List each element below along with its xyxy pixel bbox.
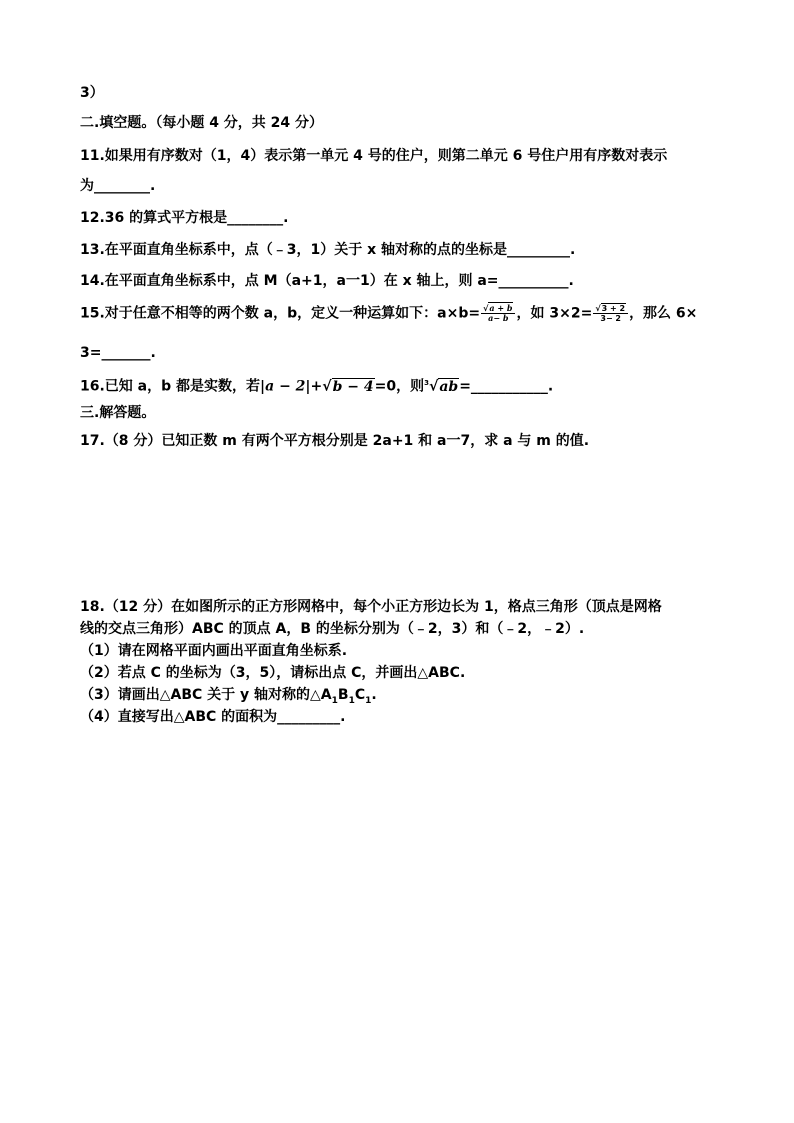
question-16-text-c: =___________. xyxy=(459,378,554,395)
subscript-c1: 1 xyxy=(365,695,372,706)
fraction-def: $\frac{√a + b}{a- b}$ xyxy=(481,304,515,323)
subscript-a1: 1 xyxy=(331,695,338,706)
fraction-example: $\frac{√3 + 2}{3- 2}$ xyxy=(593,304,628,323)
question-13: 13.在平面直角坐标系中，点（﹣3，1）关于 x 轴对称的点的坐标是_________. xyxy=(80,242,576,258)
question-12: 12.36 的算式平方根是________. xyxy=(80,210,289,226)
question-15-text-c: ，那么 6× xyxy=(629,305,698,322)
question-16-text-b: =0，则 xyxy=(374,378,425,395)
section-answer-heading: 三.解答题。 xyxy=(80,405,156,421)
question-18-part-1: （1）请在网格平面内画出平面直角坐标系. xyxy=(80,643,348,659)
letter-b: B xyxy=(337,687,349,703)
fraction-def-numerator: a + b xyxy=(489,303,513,313)
question-18: 18.（12 分）在如图所示的正方形网格中，每个小正方形边长为 1，格点三角形（顶点是网格 xyxy=(80,599,662,615)
prev-question-tail: 3） xyxy=(80,85,104,101)
question-14: 14.在平面直角坐标系中，点 M（a+1，a一1）在 x 轴上，则 a=__________. xyxy=(80,273,574,289)
question-15-text-b: ，如 3×2= xyxy=(516,305,593,322)
cube-root-index: 3 xyxy=(424,379,429,387)
sqrt-expression: b − 4 xyxy=(332,378,374,395)
letter-c: C xyxy=(354,687,366,703)
period: . xyxy=(371,687,377,703)
question-18-part-3-text: （3）请画出△ABC 关于 y 轴对称的△A xyxy=(80,687,332,703)
question-15-cont: 3=_______. xyxy=(80,345,156,361)
question-16-text-a: 16.已知 a，b 都是实数，若 xyxy=(80,378,261,395)
question-18-part-4: （4）直接写出△ABC 的面积为_________. xyxy=(80,709,346,725)
abs-expression: |a − 2| xyxy=(260,378,311,395)
question-16 xyxy=(80,374,553,396)
question-11: 11.如果用有序数对（1，4）表示第一单元 4 号的住户，则第二单元 6 号住户用有序数对表示 xyxy=(80,148,668,164)
sqrt-symbol: √ xyxy=(322,378,332,395)
question-17: 17.（8 分）已知正数 m 有两个平方根分别是 2a+1 和 a一7，求 a 与 m 的值. xyxy=(80,433,590,449)
plus-sign: + xyxy=(310,378,323,395)
question-15 xyxy=(80,304,697,323)
root-symbol: √ xyxy=(428,378,439,395)
question-18-part-2: （2）若点 C 的坐标为（3，5），请标出点 C，并画出△ABC. xyxy=(80,665,466,681)
question-11-cont: 为________. xyxy=(80,178,156,194)
fraction-example-denominator: 3− 2 xyxy=(600,314,621,323)
fraction-example-numerator: 3 + 2 xyxy=(601,304,626,313)
question-15-text-a: 15.对于任意不相等的两个数 a，b，定义一种运算如下：a×b= xyxy=(80,305,481,322)
section-fill-blank-heading: 二.填空题。（每小题 4 分，共 24 分） xyxy=(80,115,324,131)
question-18-cont: 线的交点三角形）ABC 的顶点 A，B 的坐标分别为（﹣2，3）和（﹣2，﹣2）. xyxy=(80,621,585,637)
subscript-b1: 1 xyxy=(348,695,355,706)
fraction-def-denominator: a− b xyxy=(488,313,509,323)
question-18-part-3 xyxy=(80,686,377,710)
cube-root-expression: ab xyxy=(439,378,459,395)
